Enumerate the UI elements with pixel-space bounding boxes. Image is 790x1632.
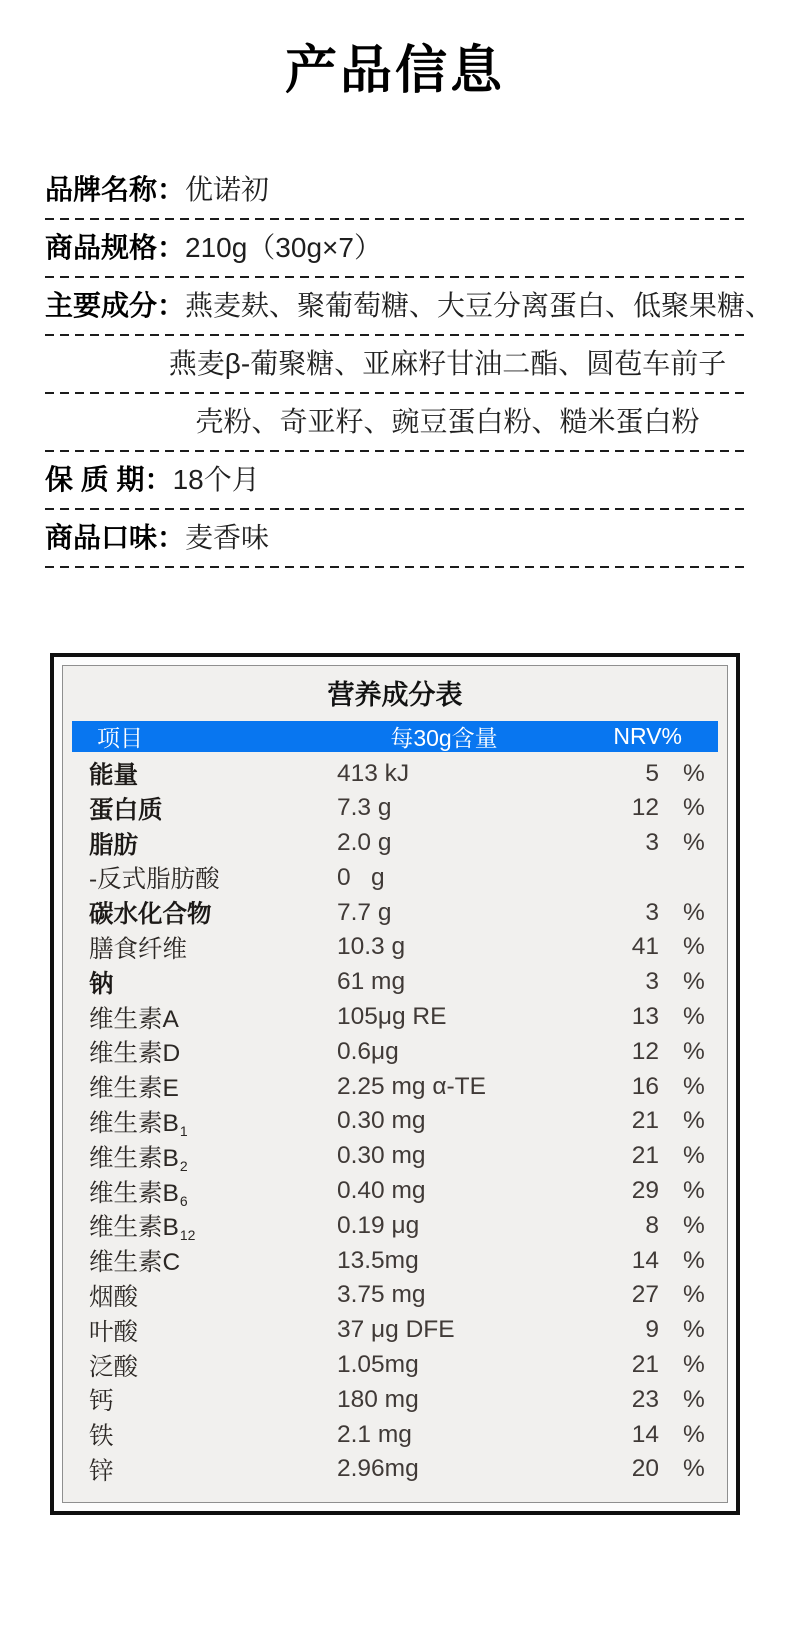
nutrient-amount: 3.75 mg — [337, 1281, 426, 1309]
nutrition-row — [67, 1034, 723, 1069]
nutrition-table-title: 营养成分表 — [327, 680, 463, 710]
nutrient-amount: 0.6μg — [337, 1037, 399, 1065]
nutrient-name-text: 脂肪 — [89, 831, 138, 859]
nutrient-nrv-number: 14 — [631, 1246, 659, 1274]
nutrient-name-text: 蛋白质 — [89, 796, 163, 824]
info-row-value: 210g（30g×7） — [185, 232, 382, 263]
nutrient-name — [89, 1174, 337, 1209]
info-row-value: 18个月 — [172, 464, 260, 495]
nutrient-name-text: 碳水化合物 — [89, 901, 212, 929]
nutrient-name-text: 能量 — [89, 762, 138, 789]
nutrition-row — [67, 1278, 723, 1313]
info-row — [45, 394, 745, 452]
nutrient-name — [89, 1278, 337, 1313]
nutrient-name — [89, 791, 337, 826]
nutrient-name-text: 维生素E — [89, 1075, 179, 1103]
info-row — [45, 278, 774, 336]
nutrient-name — [89, 1139, 337, 1174]
nutrient-name — [89, 1243, 337, 1278]
nutrient-name-text: 叶酸 — [89, 1318, 138, 1346]
nutrition-row — [67, 965, 723, 1000]
page-title: 产品信息 — [284, 42, 505, 100]
nutrient-amount: 7.7 g — [337, 898, 392, 926]
column-header-nrv: NRV% — [613, 723, 682, 749]
info-line — [45, 220, 745, 276]
nutrient-nrv-number: 21 — [631, 1142, 659, 1170]
nutrient-amount: 37 μg DFE — [337, 1316, 455, 1344]
info-row-value: 麦香味 — [185, 522, 270, 553]
nutrient-name — [89, 965, 337, 1000]
nutrient-name-text: 铁 — [89, 1423, 114, 1451]
info-row-label: 主要成分： — [45, 290, 186, 321]
nutrient-nrv-percent-sign: % — [683, 1385, 705, 1413]
nutrition-row — [67, 1104, 723, 1139]
nutrient-name — [89, 1348, 337, 1383]
nutrient-nrv-number: 23 — [631, 1385, 659, 1413]
nutrient-name-text: 烟酸 — [89, 1283, 138, 1311]
nutrient-name-text: 维生素B — [89, 1109, 179, 1137]
nutrient-nrv-number: 12 — [631, 1037, 659, 1065]
nutrition-row — [67, 895, 723, 930]
nutrient-amount: 2.25 mg α-TE — [337, 1072, 486, 1100]
nutrient-nrv-number: 3 — [645, 829, 659, 857]
nutrient-name-subscript: 12 — [179, 1227, 196, 1244]
info-row-value: 壳粉、奇亚籽、豌豆蛋白粉、糙米蛋白粉 — [195, 406, 700, 437]
nutrition-row — [67, 1174, 723, 1209]
nutrition-row — [67, 1069, 723, 1104]
nutrient-name — [89, 1104, 337, 1139]
nutrient-nrv-number: 13 — [631, 1003, 659, 1031]
nutrient-name-text: 钙 — [89, 1388, 114, 1416]
nutrient-nrv-number: 12 — [631, 794, 659, 822]
nutrient-name-text: 泛酸 — [89, 1353, 138, 1381]
nutrition-row — [67, 930, 723, 965]
nutrient-amount: 61 mg — [337, 968, 406, 996]
nutrient-name-text: -反式脂肪酸 — [89, 866, 220, 894]
info-line — [45, 162, 745, 218]
nutrient-nrv-percent-sign: % — [683, 1142, 705, 1170]
nutrient-nrv-number: 14 — [631, 1420, 659, 1448]
nutrient-amount: 413 kJ — [337, 759, 410, 787]
nutrient-name — [89, 1034, 337, 1069]
nutrient-name-text: 维生素A — [89, 1005, 179, 1033]
nutrient-nrv-percent-sign: % — [683, 794, 705, 822]
nutrient-name — [89, 1208, 337, 1243]
info-line — [45, 336, 745, 392]
nutrient-nrv-percent-sign: % — [683, 1351, 705, 1379]
nutrient-nrv-percent-sign: % — [683, 1003, 705, 1031]
nutrition-table-header — [72, 721, 718, 752]
info-line — [45, 510, 745, 566]
nutrient-name — [89, 756, 337, 791]
info-row — [45, 510, 745, 568]
nutrition-row — [67, 1208, 723, 1243]
info-row — [45, 162, 745, 220]
nutrient-name-text: 钠 — [89, 970, 114, 998]
nutrient-nrv-percent-sign: % — [683, 1107, 705, 1135]
nutrient-nrv-percent-sign: % — [683, 968, 705, 996]
nutrient-nrv-number: 5 — [645, 759, 659, 787]
nutrient-amount: 0.40 mg — [337, 1177, 426, 1205]
info-row-value: 燕麦β-葡聚糖、亚麻籽甘油二酯、圆苞车前子 — [168, 348, 727, 379]
nutrient-nrv-percent-sign: % — [683, 1072, 705, 1100]
nutrient-nrv-percent-sign: % — [683, 1037, 705, 1065]
nutrient-name — [89, 1000, 337, 1035]
nutrient-nrv-number: 8 — [645, 1211, 659, 1239]
info-row-label: 品牌名称： — [45, 174, 186, 205]
nutrient-amount: 0.19 μg — [337, 1211, 420, 1239]
nutrition-rows — [67, 756, 723, 1487]
nutrient-nrv-number: 16 — [631, 1072, 659, 1100]
nutrition-row — [67, 756, 723, 791]
nutrient-name-text: 维生素B — [89, 1214, 179, 1242]
nutrient-nrv-number: 29 — [631, 1177, 659, 1205]
nutrient-name-text: 维生素C — [89, 1249, 181, 1277]
info-row — [45, 452, 745, 510]
nutrient-name — [89, 1382, 337, 1417]
info-line — [45, 278, 774, 334]
nutrition-table — [50, 653, 740, 1515]
nutrient-name — [89, 895, 337, 930]
nutrient-nrv-number: 21 — [631, 1351, 659, 1379]
nutrient-name-subscript: 1 — [179, 1122, 188, 1139]
nutrient-nrv-number: 20 — [631, 1455, 659, 1483]
info-row-value: 燕麦麸、聚葡萄糖、大豆分离蛋白、低聚果糖、 — [185, 290, 774, 321]
nutrient-name — [89, 860, 337, 895]
nutrient-amount: 2.96mg — [337, 1455, 419, 1483]
nutrient-nrv-number: 27 — [631, 1281, 659, 1309]
nutrient-amount: 0.30 mg — [337, 1107, 426, 1135]
info-line — [45, 394, 745, 450]
nutrient-name — [89, 930, 337, 965]
info-row-value: 优诺初 — [185, 174, 270, 205]
nutrition-row — [67, 826, 723, 861]
nutrient-nrv-percent-sign: % — [683, 1420, 705, 1448]
nutrition-table-inner — [62, 665, 728, 1503]
nutrition-row — [67, 1243, 723, 1278]
nutrition-row — [67, 860, 723, 895]
nutrient-nrv-percent-sign: % — [683, 1246, 705, 1274]
nutrient-name-text: 维生素D — [89, 1040, 181, 1068]
nutrient-nrv-percent-sign: % — [683, 1281, 705, 1309]
nutrient-amount: 105μg RE — [337, 1003, 447, 1031]
nutrient-amount: 7.3 g — [337, 794, 392, 822]
nutrient-amount: 13.5mg — [337, 1246, 419, 1274]
nutrient-nrv-percent-sign: % — [683, 759, 705, 787]
info-line — [45, 452, 745, 508]
product-attributes — [45, 162, 774, 568]
nutrient-name-subscript: 2 — [179, 1157, 188, 1174]
info-row-label: 商品规格： — [45, 232, 186, 263]
nutrient-amount: 0.30 mg — [337, 1142, 426, 1170]
nutrient-name — [89, 1417, 337, 1452]
nutrient-nrv-percent-sign: % — [683, 1316, 705, 1344]
nutrient-nrv-number: 41 — [631, 933, 659, 961]
nutrient-name-text: 锌 — [89, 1457, 114, 1485]
nutrition-row — [67, 1139, 723, 1174]
info-row — [45, 336, 745, 394]
info-row-label: 保 质 期： — [45, 464, 173, 495]
info-row — [45, 220, 745, 278]
nutrient-name-subscript: 6 — [179, 1192, 188, 1209]
nutrient-name — [89, 1069, 337, 1104]
nutrient-name-text: 膳食纤维 — [89, 935, 187, 963]
nutrient-amount: 180 mg — [337, 1385, 419, 1413]
nutrient-nrv-percent-sign: % — [683, 1211, 705, 1239]
nutrient-name — [89, 1452, 337, 1487]
column-header-item: 项目 — [97, 725, 143, 751]
nutrient-amount: 0 g — [337, 863, 385, 891]
nutrient-amount: 10.3 g — [337, 933, 406, 961]
nutrient-nrv-number: 9 — [645, 1316, 659, 1344]
info-row-label: 商品口味： — [45, 522, 186, 553]
nutrient-name — [89, 1313, 337, 1348]
nutrition-row — [67, 1000, 723, 1035]
column-header-amount: 每30g含量 — [390, 725, 498, 751]
nutrient-nrv-number: 3 — [645, 968, 659, 996]
nutrient-nrv-number: 3 — [645, 898, 659, 926]
nutrient-name-text: 维生素B — [89, 1179, 179, 1207]
product-info-page — [0, 40, 790, 1515]
nutrient-nrv-percent-sign: % — [683, 933, 705, 961]
nutrient-nrv-percent-sign: % — [683, 829, 705, 857]
nutrition-row — [67, 1452, 723, 1487]
dashed-separator — [45, 566, 745, 568]
nutrient-name-text: 维生素B — [89, 1144, 179, 1172]
nutrient-amount: 2.1 mg — [337, 1420, 412, 1448]
nutrient-amount: 2.0 g — [337, 829, 392, 857]
nutrient-amount: 1.05mg — [337, 1351, 419, 1379]
nutrition-row — [67, 1348, 723, 1383]
nutrient-nrv-percent-sign: % — [683, 898, 705, 926]
nutrition-row — [67, 1313, 723, 1348]
nutrient-name — [89, 826, 337, 861]
nutrient-nrv-number: 21 — [631, 1107, 659, 1135]
nutrient-nrv-percent-sign: % — [683, 1455, 705, 1483]
nutrient-nrv-percent-sign: % — [683, 1177, 705, 1205]
nutrition-row — [67, 791, 723, 826]
nutrition-row — [67, 1382, 723, 1417]
nutrition-row — [67, 1417, 723, 1452]
